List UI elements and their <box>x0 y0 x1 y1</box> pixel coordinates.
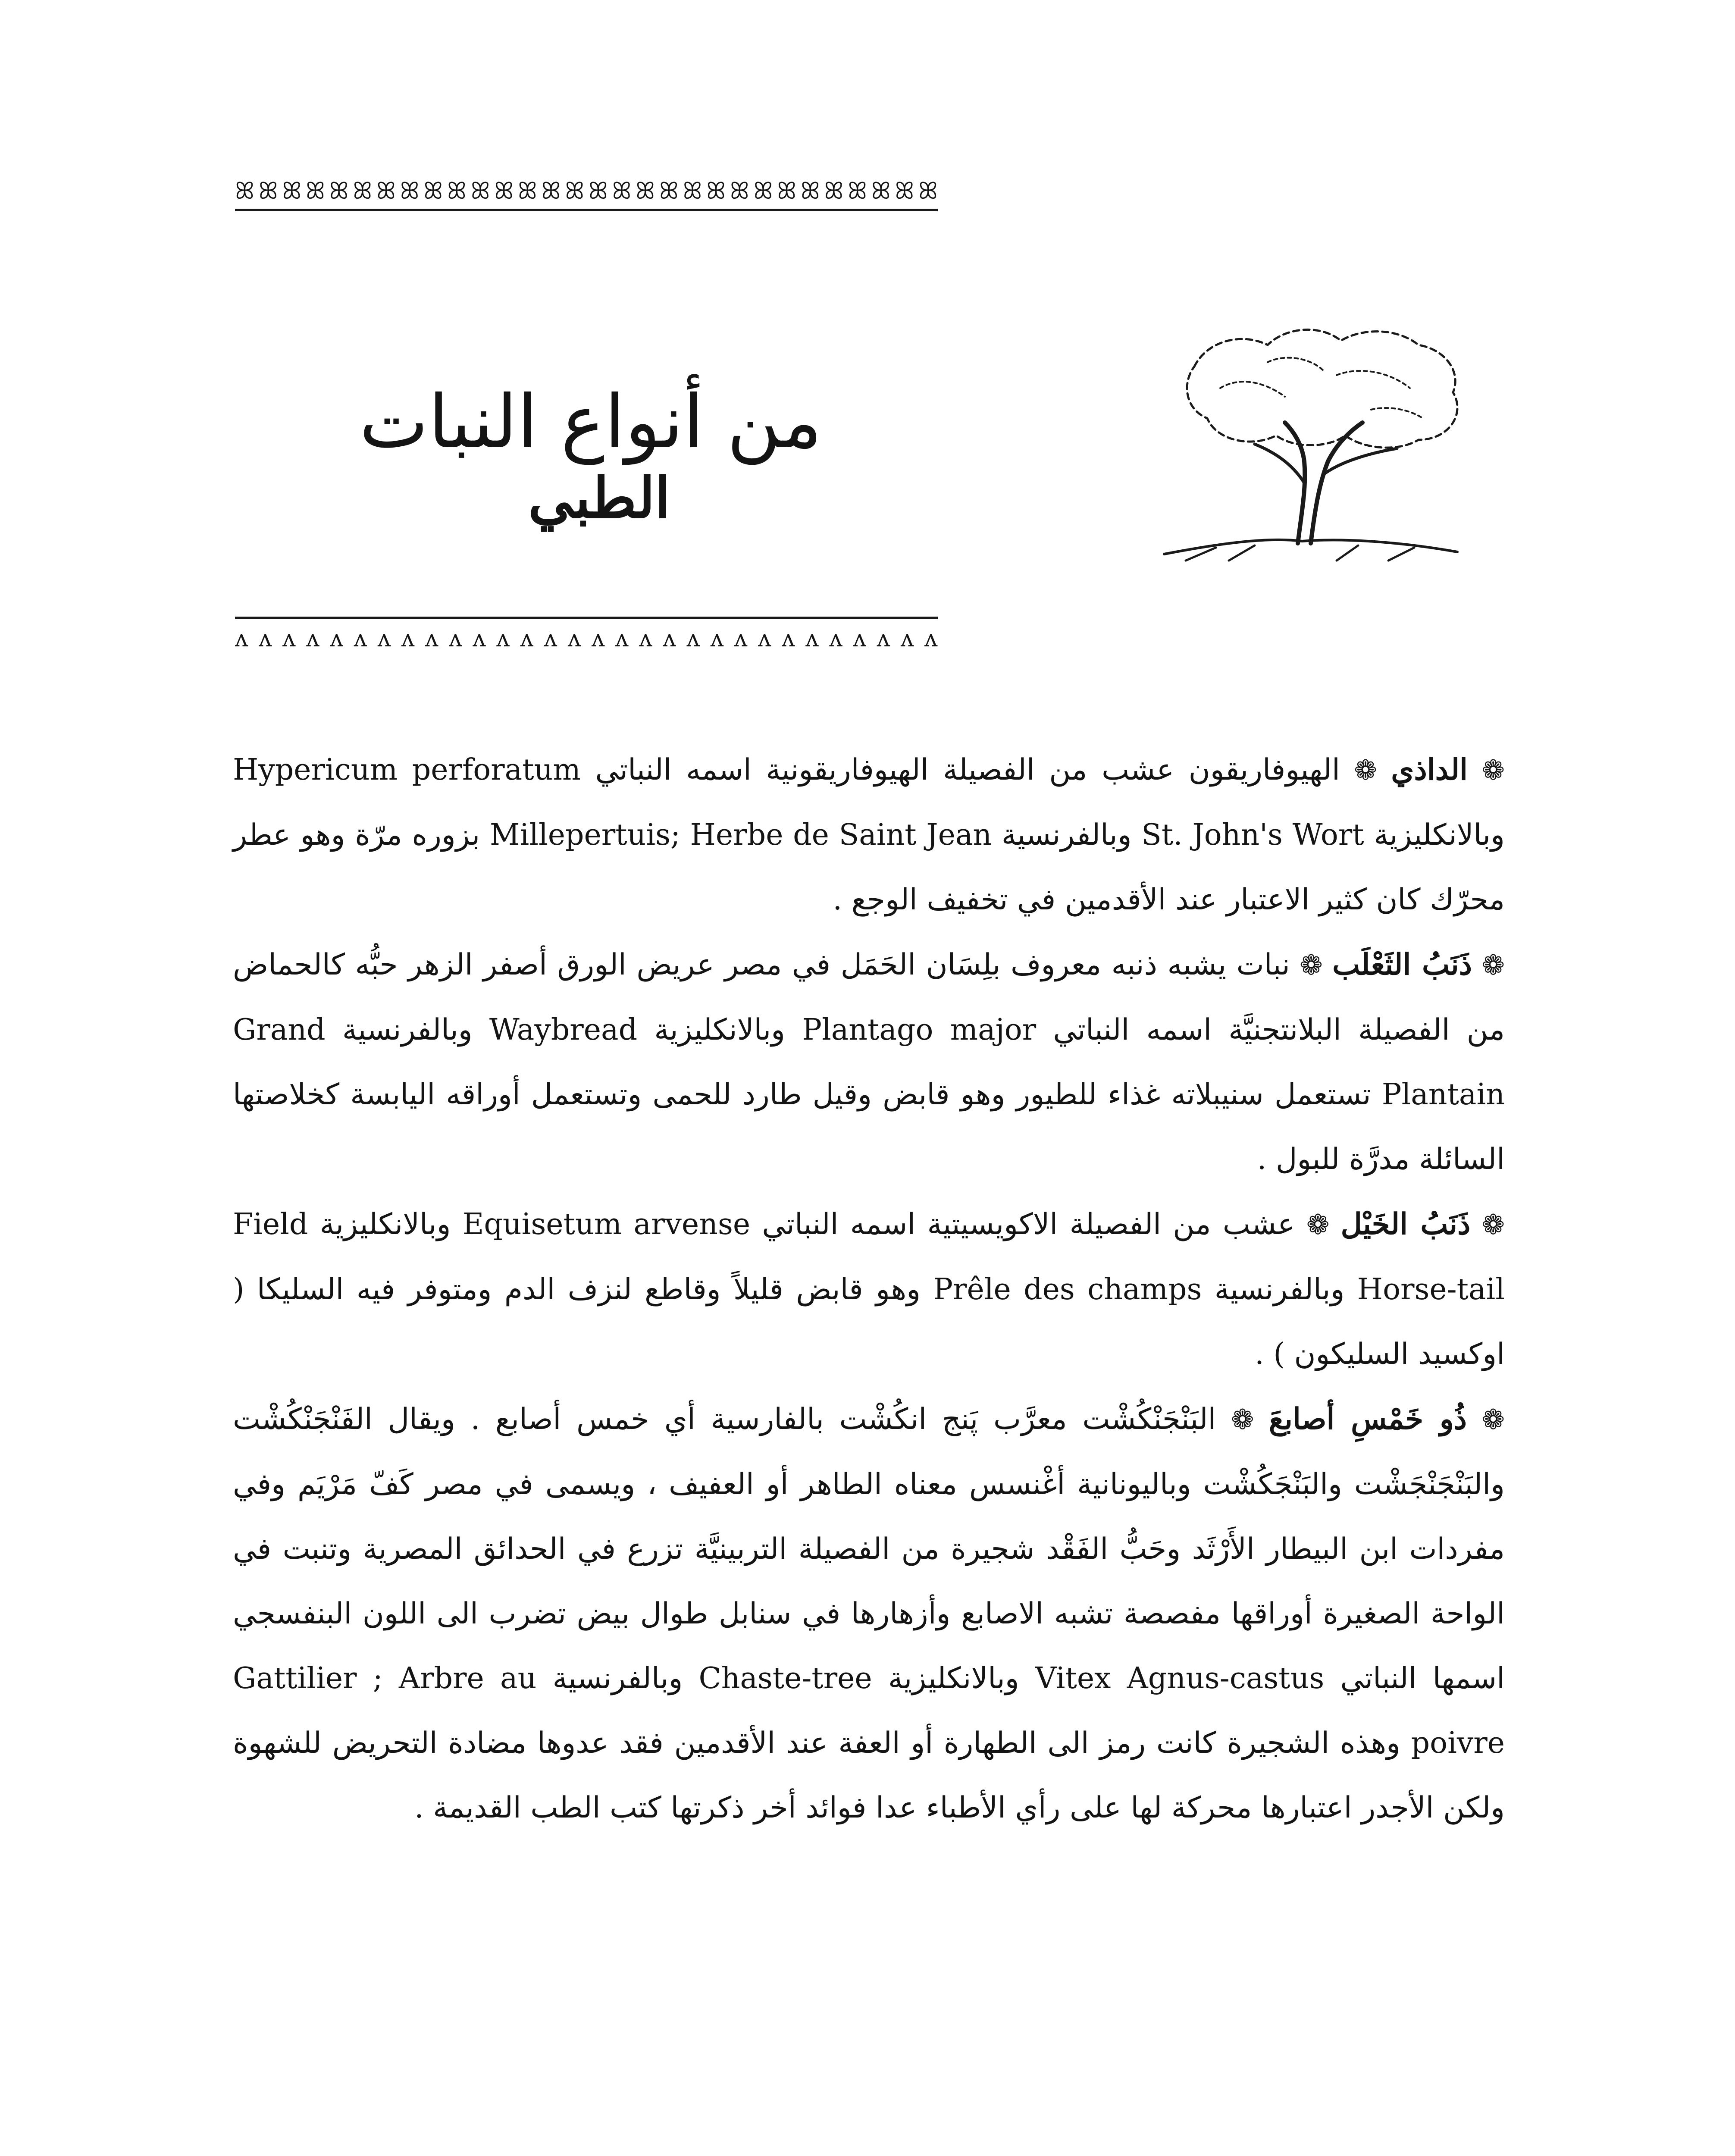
entry <box>233 1192 1505 1387</box>
ornament-glyph: ꕤ <box>494 178 514 204</box>
flower-ornament-icon: ❁ <box>1216 1404 1269 1436</box>
tree-icon <box>1156 302 1483 569</box>
flower-ornament-icon: ❁ <box>1340 755 1391 787</box>
flower-ornament-icon: ❁ <box>1470 1209 1505 1241</box>
ornament-glyph: ᴧ <box>686 625 700 652</box>
ornament-glyph: ᴧ <box>330 625 344 652</box>
page-subtitle: الطبي <box>528 465 670 531</box>
ornament-glyph: ꕤ <box>753 178 773 204</box>
ornament-glyph: ꕤ <box>376 178 396 204</box>
page-title: من أنواع النبات <box>359 379 822 465</box>
ornament-glyph: ᴧ <box>520 625 534 652</box>
ornament-glyph: ᴧ <box>877 625 890 652</box>
flower-ornament-icon: ❁ <box>1467 755 1505 787</box>
ornament-glyph: ᴧ <box>853 625 867 652</box>
ornament-glyph: ꕤ <box>235 178 254 204</box>
ornament-glyph: ᴧ <box>306 625 319 652</box>
bottom-rule <box>235 617 938 619</box>
ornament-glyph: ᴧ <box>924 625 938 652</box>
ornament-glyph: ᴧ <box>758 625 771 652</box>
ornament-glyph: ᴧ <box>805 625 819 652</box>
ornament-glyph: ᴧ <box>829 625 843 652</box>
ornament-glyph: ꕤ <box>282 178 302 204</box>
entry <box>233 932 1505 1192</box>
flower-ornament-icon: ❁ <box>1466 1404 1505 1436</box>
ornament-glyph: ᴧ <box>567 625 581 652</box>
ornament-glyph: ꕤ <box>659 178 679 204</box>
ornament-glyph: ꕤ <box>470 178 490 204</box>
ornament-glyph: ꕤ <box>353 178 373 204</box>
ornament-glyph: ᴧ <box>425 625 438 652</box>
ornament-glyph: ᴧ <box>449 625 462 652</box>
ornament-glyph: ꕤ <box>305 178 325 204</box>
ornament-glyph: ᴧ <box>900 625 914 652</box>
ornament-glyph: ᴧ <box>473 625 486 652</box>
ornament-glyph: ꕤ <box>517 178 537 204</box>
ornament-glyph: ᴧ <box>615 625 629 652</box>
ornament-glyph: ꕤ <box>800 178 820 204</box>
ornament-glyph: ꕤ <box>565 178 585 204</box>
ornament-glyph: ꕤ <box>636 178 655 204</box>
entry-term: ذَنَبُ الثَعْلَب <box>1332 947 1472 982</box>
top-ornament-band <box>235 178 938 204</box>
entry-text: نبات يشبه ذنبه معروف بلِسَان الحَمَل في مصر عريض الورق أصفر الزهر حبُّه كالحماض من الفصيلة البلانتجنيَّة اسمه النباتي Plantago major وبالانكليزية Waybread وبالفرنسية Grand Plantain تستعمل سنيبلاته غذاء للطيور وهو قابض وقيل طارد للحمى وتستعمل أوراقه اليابسة كخلاصتها السائلة مدرَّة للبول . <box>233 948 1505 1176</box>
flower-ornament-icon: ❁ <box>1472 950 1505 981</box>
flower-ornament-icon: ❁ <box>1290 950 1333 981</box>
ornament-glyph: ꕤ <box>400 178 420 204</box>
ornament-glyph: ꕤ <box>329 178 349 204</box>
entry <box>233 737 1505 932</box>
ornament-glyph: ꕤ <box>447 178 467 204</box>
ornament-glyph: ᴧ <box>401 625 415 652</box>
ornament-glyph: ᴧ <box>496 625 510 652</box>
bottom-ornament-band <box>235 625 938 652</box>
entry-term: ذَنَبُ الخَيْل <box>1340 1207 1471 1241</box>
ornament-glyph: ᴧ <box>710 625 724 652</box>
entry <box>233 1387 1505 1840</box>
ornament-glyph: ᴧ <box>639 625 652 652</box>
entries-text <box>233 737 1505 1840</box>
ornament-glyph: ᴧ <box>235 625 248 652</box>
ornament-glyph: ꕤ <box>871 178 891 204</box>
ornament-glyph: ꕤ <box>588 178 608 204</box>
flower-ornament-icon: ❁ <box>1295 1209 1341 1241</box>
ornament-glyph: ꕤ <box>612 178 632 204</box>
entry-text: البَنْجَنْكُشْت معرَّب پَنج انكُشْت بالفارسية أي خمس أصابع . ويقال الفَنْجَنْكُشْت والبَنْجَنْجَشْت والبَنْجَكُشْت وباليونانية أغْنسس معناه الطاهر أو العفيف ، ويسمى في مصر كَفّ مَرْيَم وفي مفردات ابن البيطار الأَرْثَد وحَبُّ الفَقْد شجيرة من الفصيلة التربينيَّة تزرع في الحدائق المصرية وتنبت في الواحة الصغيرة أوراقها مفصصة تشبه الاصابع وأزهارها في سنابل طوال بيض تضرب الى اللون البنفسجي اسمها النباتي Vitex Agnus-castus وبالانكليزية Chaste-tree وبالفرنسية Gattilier ; Arbre au poivre وهذه الشجيرة كانت رمز الى الطهارة أو العفة عند الأقدمين فقد عدوها مضادة التحريض للشهوة ولكن الأجدر اعتبارها محركة لها على رأي الأطباء عدا فوائد أخر ذكرتها كتب الطب القديمة . <box>233 1402 1505 1825</box>
entry-text: الهيوفاريقون عشب من الفصيلة الهيوفاريقونية اسمه النباتي Hypericum perforatum وبالانكليزية St. John's Wort وبالفرنسية Millepertuis; Herbe de Saint Jean بزوره مرّة وهو عطر محرّك كان كثير الاعتبار عند الأقدمين في تخفيف الوجع . <box>233 753 1505 917</box>
ornament-glyph: ᴧ <box>259 625 272 652</box>
entry-text: عشب من الفصيلة الاكويسيتية اسمه النباتي Equisetum arvense وبالانكليزية Field Horse-tail وبالفرنسية Prêle des champs وهو قابض قليلاً وقاطع لنزف الدم ومتوفر فيه السليكا ( اوكسيد السليكون ) . <box>233 1207 1505 1371</box>
entry-term: ذُو خَمْسِ أصابعَ <box>1268 1402 1467 1436</box>
ornament-glyph: ᴧ <box>377 625 391 652</box>
top-rule <box>235 209 938 211</box>
ornament-glyph: ᴧ <box>663 625 676 652</box>
ornament-glyph: ꕤ <box>824 178 844 204</box>
ornament-glyph: ꕤ <box>258 178 278 204</box>
ornament-glyph: ᴧ <box>354 625 367 652</box>
ornament-glyph: ꕤ <box>777 178 797 204</box>
ornament-glyph: ꕤ <box>730 178 749 204</box>
ornament-glyph: ꕤ <box>683 178 702 204</box>
ornament-glyph: ꕤ <box>706 178 726 204</box>
ornament-glyph: ᴧ <box>282 625 296 652</box>
entry-term: الداذي <box>1391 752 1468 787</box>
ornament-glyph: ꕤ <box>918 178 938 204</box>
ornament-glyph: ᴧ <box>782 625 795 652</box>
ornament-glyph: ᴧ <box>544 625 557 652</box>
ornament-glyph: ꕤ <box>895 178 914 204</box>
ornament-glyph: ꕤ <box>848 178 867 204</box>
ornament-glyph: ꕤ <box>423 178 443 204</box>
ornament-glyph: ᴧ <box>734 625 748 652</box>
ornament-glyph: ꕤ <box>541 178 561 204</box>
ornament-glyph: ᴧ <box>592 625 605 652</box>
